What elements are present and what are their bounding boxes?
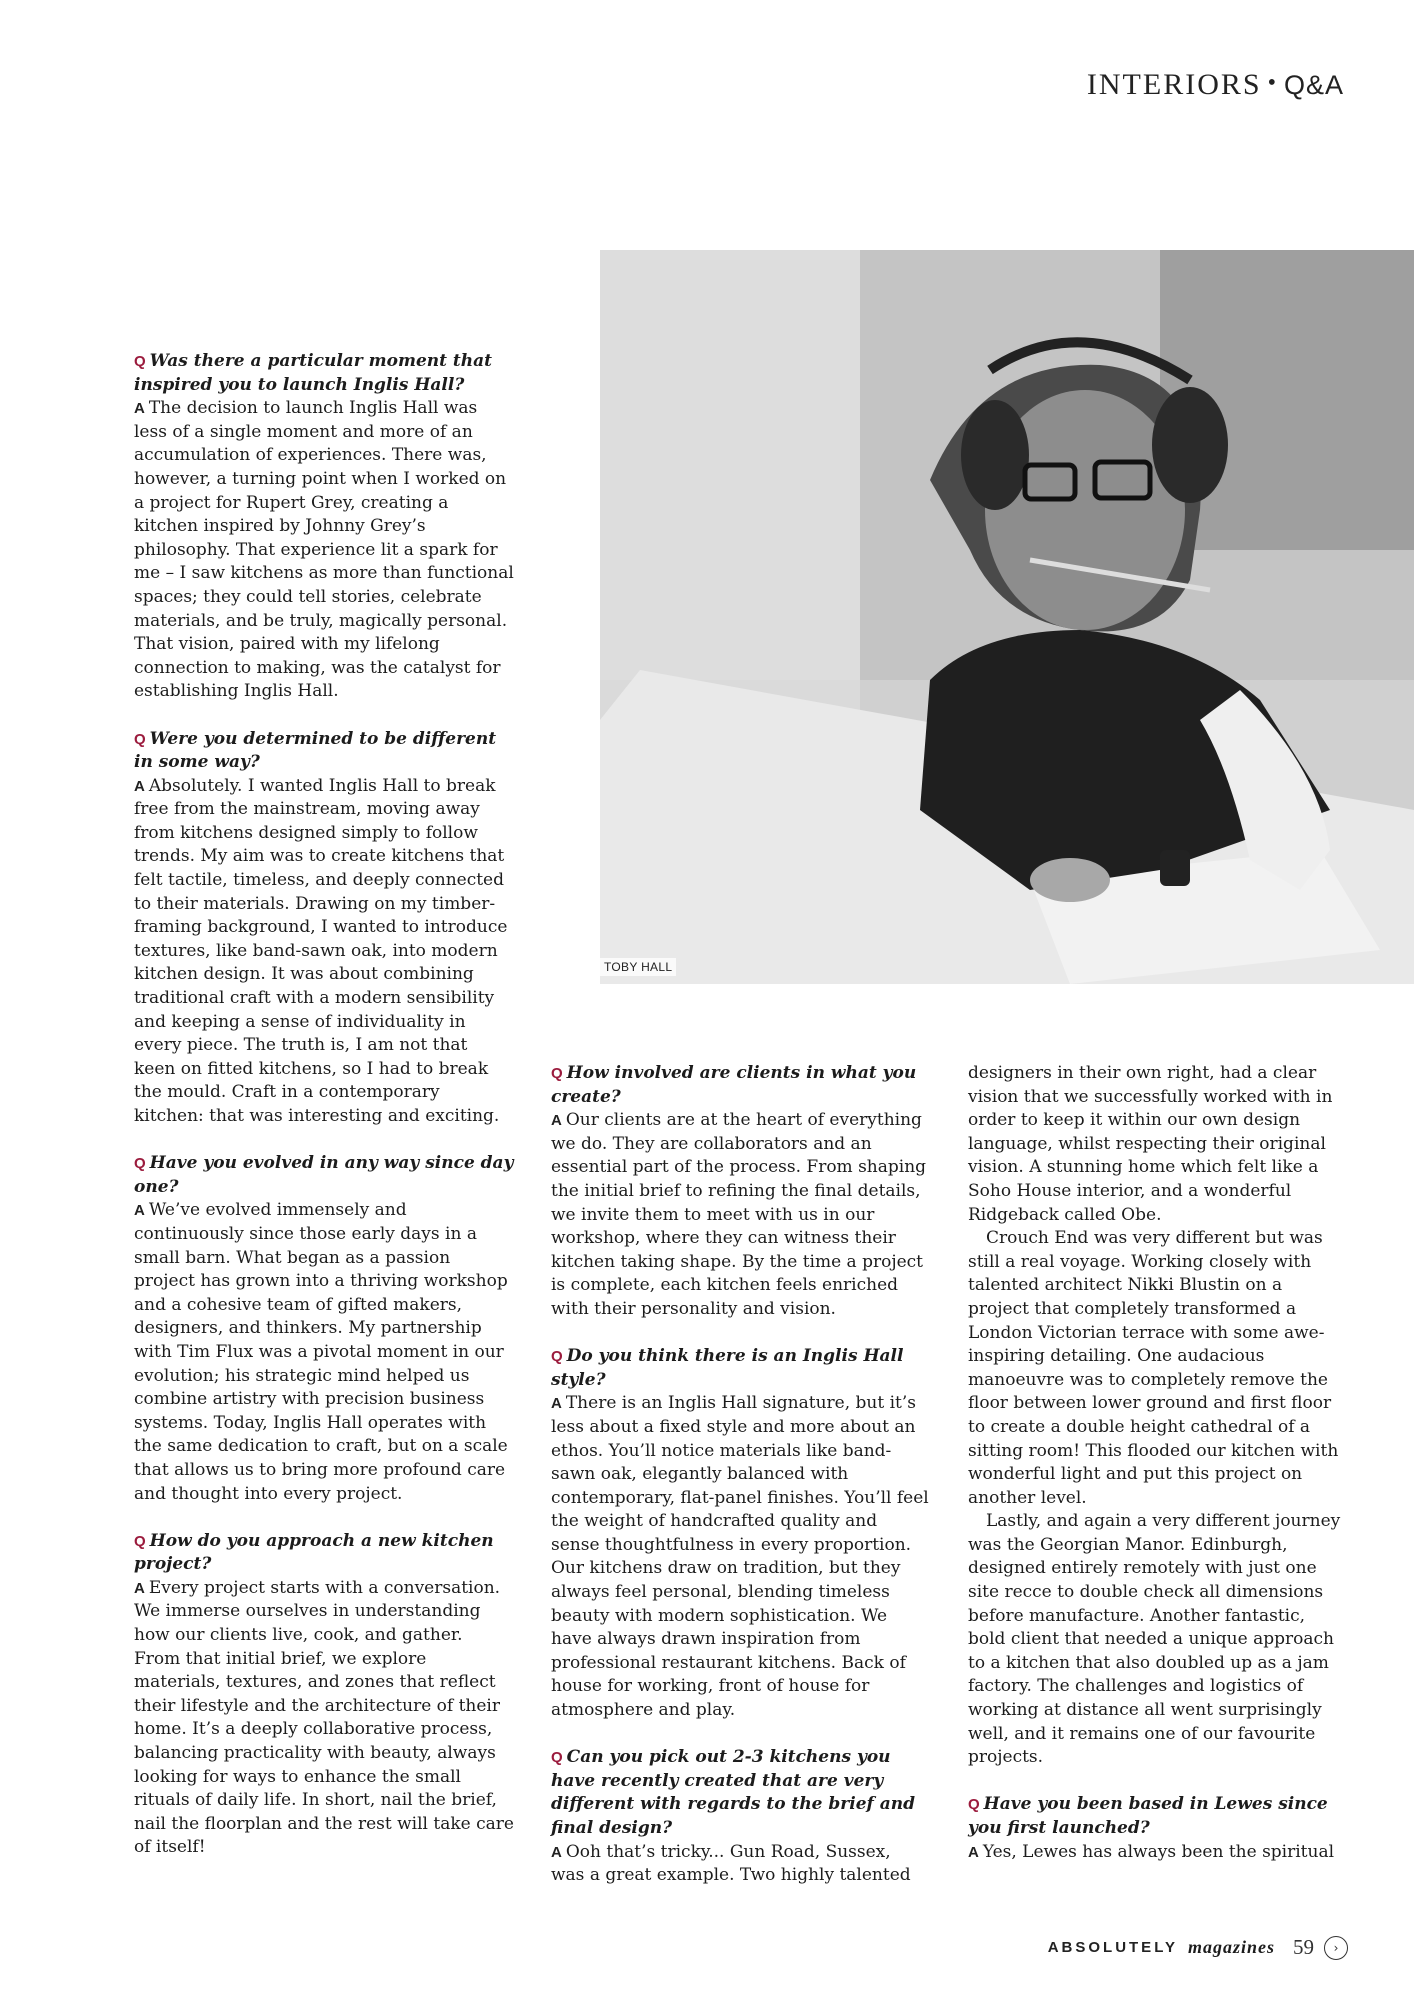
- photo-illustration: [600, 250, 1414, 984]
- qa-item: [551, 1345, 929, 1723]
- qa-item: [968, 1793, 1344, 1864]
- qa-item: [134, 1152, 514, 1506]
- photo-credit: TOBY HALL: [600, 958, 676, 976]
- question: Q Were you determined to be different in some way?: [134, 728, 497, 773]
- magazine-brand: ABSOLUTELY: [1047, 1939, 1178, 1956]
- qa-item: [134, 728, 514, 1129]
- answer: A Every project starts with a conversation. We immerse ourselves in understanding how our clients live, cook, and gather. From that initial brief, we explore materials, textures, and zones that reflect their lifestyle and the architecture of their home. It’s a deeply collaborative process, balancing practicality with beauty, always looking for ways to enhance the small rituals of daily life. In short, nail the brief, nail the floorplan and the rest will take care of itself!: [134, 1577, 514, 1858]
- qa-item: [551, 1746, 929, 1888]
- answer: A We’ve evolved immensely and continuously since those early days in a small barn. What began as a passion project has grown into a thriving workshop and a cohesive team of gifted makers, designers, and thinkers. My partnership with Tim Flux was a pivotal moment in our evolution; his strategic mind helped us combine artistry with precision business systems. Today, Inglis Hall operates with the same dedication to craft, but on a scale that allows us to bring more profound care and thought into every project.: [134, 1200, 508, 1504]
- question-marker: Q: [551, 1065, 563, 1082]
- question-marker: Q: [134, 1155, 146, 1173]
- answer-paragraph: Crouch End was very different but was still a real voyage. Working closely with talented architect Nikki Blustin on a project that completely transformed a London Victorian terrace with some awe-inspiring detailing. One audacious manoeuvre was to completely remove the floor between lower ground and first floor to create a double height cathedral of a sitting room! This flooded our kitchen with wonderful light and put this project on another level.: [968, 1228, 1339, 1508]
- answer-marker: A: [134, 1579, 145, 1597]
- answer-marker: A: [551, 1395, 562, 1413]
- answer-marker: A: [968, 1843, 979, 1861]
- question: Q Was there a particular moment that inspired you to launch Inglis Hall?: [134, 351, 493, 395]
- question: Q How involved are clients in what you create?: [551, 1063, 917, 1107]
- answer-marker: A: [551, 1843, 562, 1861]
- next-page-icon[interactable]: ›: [1324, 1936, 1348, 1960]
- answer-marker: A: [134, 1202, 145, 1220]
- answer-paragraph: Lastly, and again a very different journey was the Georgian Manor. Edinburgh, designed entirely remotely with just one site recce to double check all dimensions before manufacture. Another fantastic, bold client that needed a unique approach to a kitchen that also doubled up as a jam factory. The challenges and logistics of working at distance all went surprisingly well, and it remains one of our favourite projects.: [968, 1511, 1341, 1768]
- question: Q How do you approach a new kitchen project?: [134, 1530, 494, 1575]
- portrait-photo: [600, 250, 1414, 984]
- question: Q Have you evolved in any way since day one?: [134, 1153, 514, 1197]
- page-footer: [1048, 1935, 1348, 1960]
- answer: A Yes, Lewes has always been the spiritual: [968, 1841, 1335, 1862]
- answer: A The decision to launch Inglis Hall was less of a single moment and more of an accumulation of experiences. There was, however, a turning point when I worked on a project for Rupert Grey, creating a kitchen inspired by Johnny Grey’s philosophy. That experience lit a spark for me – I saw kitchens as more than functional spaces; they could tell stories, celebrate materials, and be truly, magically personal. That vision, paired with my lifelong connection to making, was the catalyst for establishing Inglis Hall.: [134, 398, 514, 702]
- article-column-1: [134, 350, 514, 1884]
- article-column-3: [968, 1062, 1344, 1888]
- answer: A Absolutely. I wanted Inglis Hall to break free from the mainstream, moving away from kitchens designed simply to follow trends. My aim was to create kitchens that felt tactile, timeless, and deeply connected to their materials. Drawing on my timber-framing background, I wanted to introduce textures, like band-sawn oak, into modern kitchen design. It was about combining traditional craft with a modern sensibility and keeping a sense of individuality in every piece. The truth is, I am not that keen on fitted kitchens, so I had to break the mould. Craft in a contemporary kitchen: that was interesting and exciting.: [134, 775, 508, 1126]
- section-subtitle: Q&A: [1283, 70, 1344, 100]
- question-marker: Q: [134, 353, 146, 370]
- answer-marker: A: [551, 1112, 562, 1130]
- qa-item: [134, 1530, 514, 1860]
- question-marker: Q: [134, 1532, 146, 1550]
- answer: A Our clients are at the heart of everything we do. They are collaborators and an essential part of the process. From shaping the initial brief to refining the final details, we invite them to meet with us in our workshop, where they can witness their kitchen taking shape. By the time a project is complete, each kitchen feels enriched with their personality and vision.: [551, 1110, 927, 1319]
- answer: A There is an Inglis Hall signature, but it’s less about a fixed style and more about an ethos. You’ll notice materials like band-sawn oak, elegantly balanced with contemporary, flat-panel finishes. You’ll feel the weight of handcrafted quality and sense thoughtfulness in every proportion. Our kitchens draw on tradition, but they always feel personal, blending timeless beauty with modern sophistication. We have always drawn inspiration from professional restaurant kitchens. Back of house for working, front of house for atmosphere and play.: [551, 1393, 929, 1721]
- page-number: 59: [1293, 1935, 1314, 1959]
- question-marker: Q: [551, 1348, 563, 1366]
- section-title: INTERIORS: [1086, 68, 1262, 101]
- article-column-2: [551, 1062, 929, 1911]
- section-header: [1087, 68, 1344, 102]
- question-marker: Q: [968, 1796, 980, 1814]
- answer-marker: A: [134, 400, 145, 418]
- question-marker: Q: [134, 730, 146, 748]
- question: Q Can you pick out 2-3 kitchens you have recently created that are very different with regards to the brief and final design?: [551, 1747, 916, 1838]
- answer-continuation: designers in their own right, had a clear vision that we successfully worked with in order to keep it within our own design language, whilst respecting their original vision. A stunning home which felt like a Soho House interior, and a wonderful Ridgeback called Obe.: [968, 1063, 1333, 1225]
- question: Q Have you been based in Lewes since you first launched?: [968, 1794, 1328, 1838]
- question-marker: Q: [551, 1749, 563, 1767]
- separator-dot: •: [1267, 70, 1278, 96]
- qa-item: [134, 350, 514, 704]
- qa-item: [551, 1062, 929, 1322]
- magazine-brand-suffix: magazines: [1187, 1937, 1275, 1957]
- answer: A Ooh that’s tricky... Gun Road, Sussex, was a great example. Two highly talented: [551, 1841, 911, 1886]
- answer-marker: A: [134, 777, 145, 795]
- question: Q Do you think there is an Inglis Hall style?: [551, 1346, 904, 1390]
